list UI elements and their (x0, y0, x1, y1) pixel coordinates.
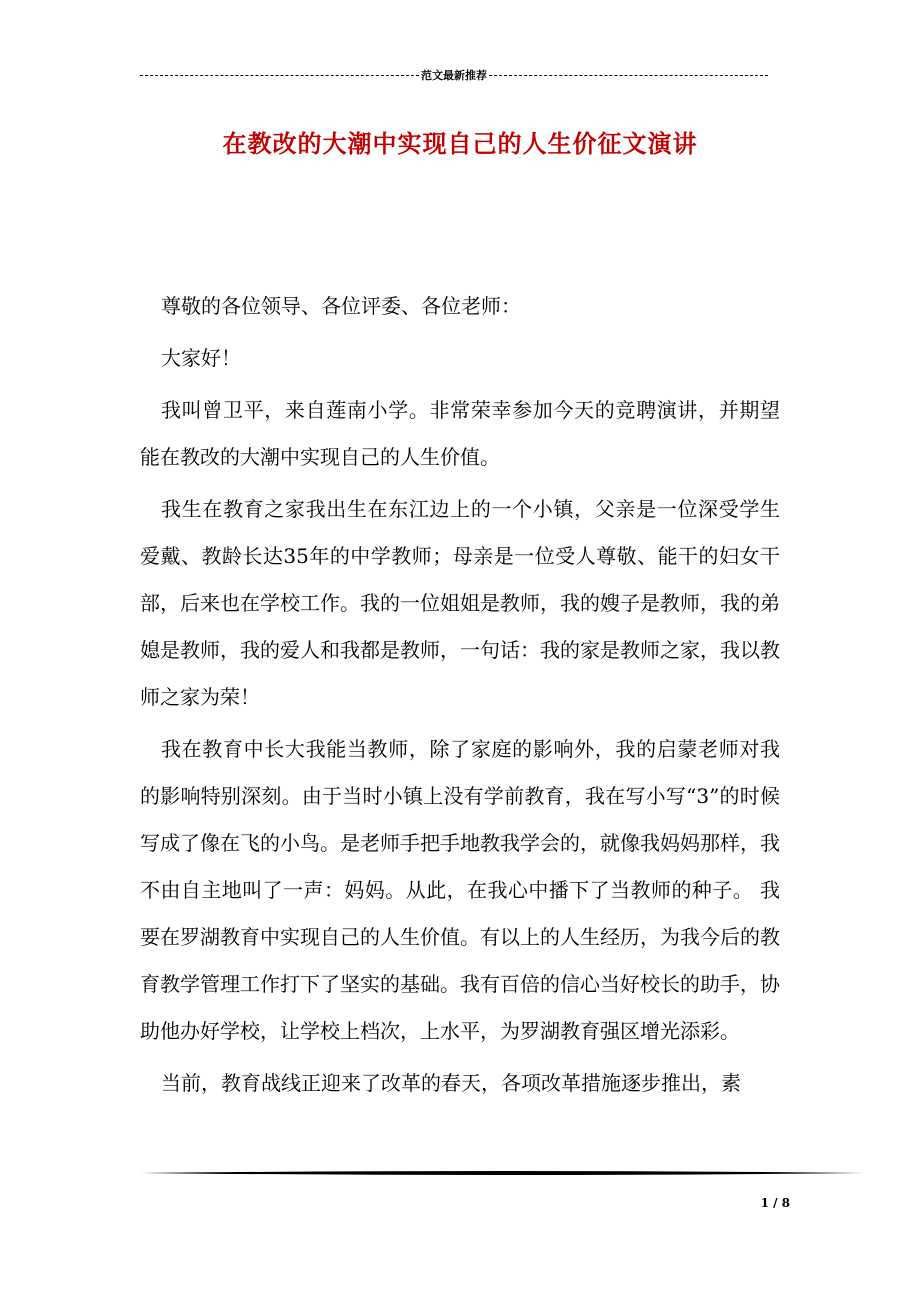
paragraph: 大家好！ (161, 346, 241, 370)
paragraph: 尊敬的各位领导、各位评委、各位老师： (161, 294, 521, 318)
paragraph: 当前，教育战线正迎来了改革的春天，各项改革措施逐步推出，素 (161, 1071, 741, 1095)
document-title: 在教改的大潮中实现自己的人生价征文演讲 (222, 130, 698, 158)
document-body (140, 283, 780, 1112)
paragraph: 我在教育中长大我能当教师，除了家庭的影响外，我的启蒙老师对我的影响特别深刻。由于当时小镇上没有学前教育，我在写小写“3”的时候写成了像在飞的小鸟。是老师手把手地教我学会的，就像我妈妈那样，我不由自主地叫了一声：妈妈。从此，在我心中播下了当教师的种子。 我要在罗湖教育中实现自己的人生价值。有以上的人生经历，为我今后的教育教学管理工作打下了坚实的基础。我有百倍的信心当好校长的助手，协助他办好学校，让学校上档次，上水平，为罗湖教育强区增光添彩。 (140, 737, 780, 1043)
footer-rule (140, 1170, 864, 1176)
paragraph: 我叫曾卫平，来自莲南小学。非常荣幸参加今天的竞聘演讲，并期望能在教改的大潮中实现自己的人生价值。 (140, 398, 780, 469)
header-dash-right (489, 75, 768, 76)
header-dash-left (140, 75, 419, 76)
paragraph: 我生在教育之家我出生在东江边上的一个小镇，父亲是一位深受学生爱戴、教龄长达35年的中学教师；母亲是一位受人尊敬、能干的妇女干部，后来也在学校工作。我的一位姐姐是教师，我的嫂子是教师，我的弟媳是教师，我的爱人和我都是教师，一句话：我的家是教师之家，我以教师之家为荣！ (140, 497, 780, 709)
page-number: 1 / 8 (760, 1196, 790, 1210)
header-banner (140, 68, 768, 82)
header-label: 范文最新推荐 (421, 69, 487, 82)
